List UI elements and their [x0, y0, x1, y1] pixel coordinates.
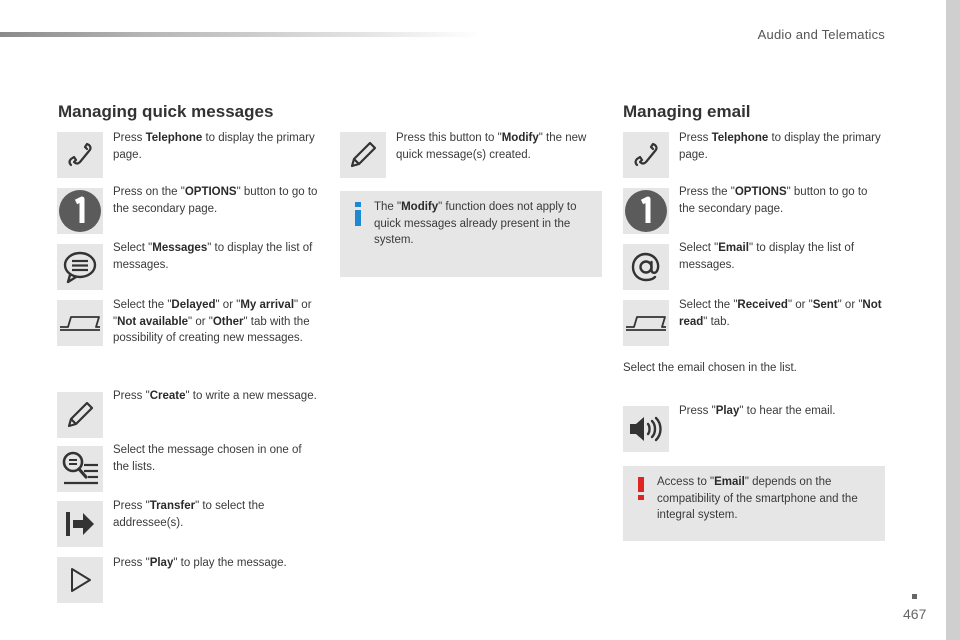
- emphasis-term: Not available: [117, 315, 189, 328]
- message-list-icon: [57, 244, 103, 290]
- header-decor-bar: [0, 32, 480, 37]
- emphasis-term: Received: [737, 299, 788, 311]
- emphasis-term: Email: [714, 476, 745, 488]
- page-dot-marker: [912, 594, 917, 599]
- step-text-modify: Press this button to "Modify" the new quick message(s) created.: [396, 132, 587, 161]
- warning-note-box: [623, 466, 885, 541]
- step-text-transfer: Press "Transfer" to select the addressee(s).: [113, 500, 265, 529]
- step-text-email-telephone: Press Telephone to display the primary page.: [679, 132, 881, 161]
- emphasis-term: Modify: [501, 132, 539, 144]
- emphasis-term: My arrival: [240, 299, 295, 311]
- play-icon: [57, 557, 103, 603]
- plain-text-select-email: Select the email chosen in the list.: [623, 362, 797, 374]
- emphasis-term: OPTIONS: [184, 186, 237, 198]
- step-text-create: Press "Create" to write a new message.: [113, 390, 317, 402]
- tab-icon: [57, 300, 103, 346]
- info-note-box: [340, 191, 602, 277]
- emphasis-term: Telephone: [711, 132, 769, 144]
- page-edge-bar: [946, 0, 960, 640]
- info-icon: [352, 201, 364, 227]
- number-one-icon: [623, 188, 669, 234]
- step-text-play-email: Press "Play" to hear the email.: [679, 405, 836, 417]
- pen-icon: [57, 392, 103, 438]
- emphasis-term: Sent: [812, 299, 838, 311]
- emphasis-term: Telephone: [145, 132, 203, 144]
- step-text-email-tabs: Select the "Received" or "Sent" or "Not read" tab.: [679, 299, 882, 328]
- step-text-select-message: Select the message chosen in one of the lists.: [113, 444, 302, 473]
- page-number: 467: [903, 606, 927, 622]
- emphasis-term: Create: [149, 390, 186, 402]
- section-title-email: Managing email: [623, 102, 751, 121]
- transfer-arrow-icon: [57, 501, 103, 547]
- emphasis-term: Delayed: [171, 299, 216, 311]
- number-one-icon: [57, 188, 103, 234]
- speaker-icon: [623, 406, 669, 452]
- emphasis-term: Messages: [152, 242, 208, 254]
- emphasis-term: Play: [149, 557, 174, 569]
- emphasis-term: Not read: [679, 299, 882, 328]
- emphasis-term: OPTIONS: [734, 186, 787, 198]
- step-text-play-message: Press "Play" to play the message.: [113, 557, 287, 569]
- emphasis-term: Email: [718, 242, 749, 254]
- emphasis-term: Transfer: [149, 500, 196, 512]
- tab-icon: [623, 300, 669, 346]
- page-header-title: Audio and Telematics: [757, 27, 885, 42]
- emphasis-term: Modify: [401, 201, 439, 213]
- pen-icon: [340, 132, 386, 178]
- step-text-messages: Select "Messages" to display the list of messages.: [113, 242, 313, 271]
- phone-handset-icon: [623, 132, 669, 178]
- emphasis-term: Other: [212, 315, 244, 328]
- at-sign-icon: [623, 244, 669, 290]
- section-title-quick-messages: Managing quick messages: [58, 102, 274, 121]
- emphasis-term: Play: [715, 405, 740, 417]
- step-text-tabs: Select the "Delayed" or "My arrival" or "Not available" or "Other" tab with the possibility of creating new messages.: [113, 299, 312, 344]
- warning-note-text: Access to "Email" depends on the compatibility of the smartphone and the integral system.: [657, 476, 858, 521]
- step-text-options: Press on the "OPTIONS" button to go to the secondary page.: [113, 186, 318, 215]
- phone-handset-icon: [57, 132, 103, 178]
- search-list-icon: [57, 446, 103, 492]
- step-text-press-telephone: Press Telephone to display the primary page.: [113, 132, 315, 161]
- info-note-text: The "Modify" function does not apply to quick messages already present in the system.: [374, 201, 577, 246]
- step-text-email-options: Press the "OPTIONS" button to go to the secondary page.: [679, 186, 868, 215]
- warning-icon: [635, 476, 647, 502]
- step-text-email-select: Select "Email" to display the list of messages.: [679, 242, 855, 271]
